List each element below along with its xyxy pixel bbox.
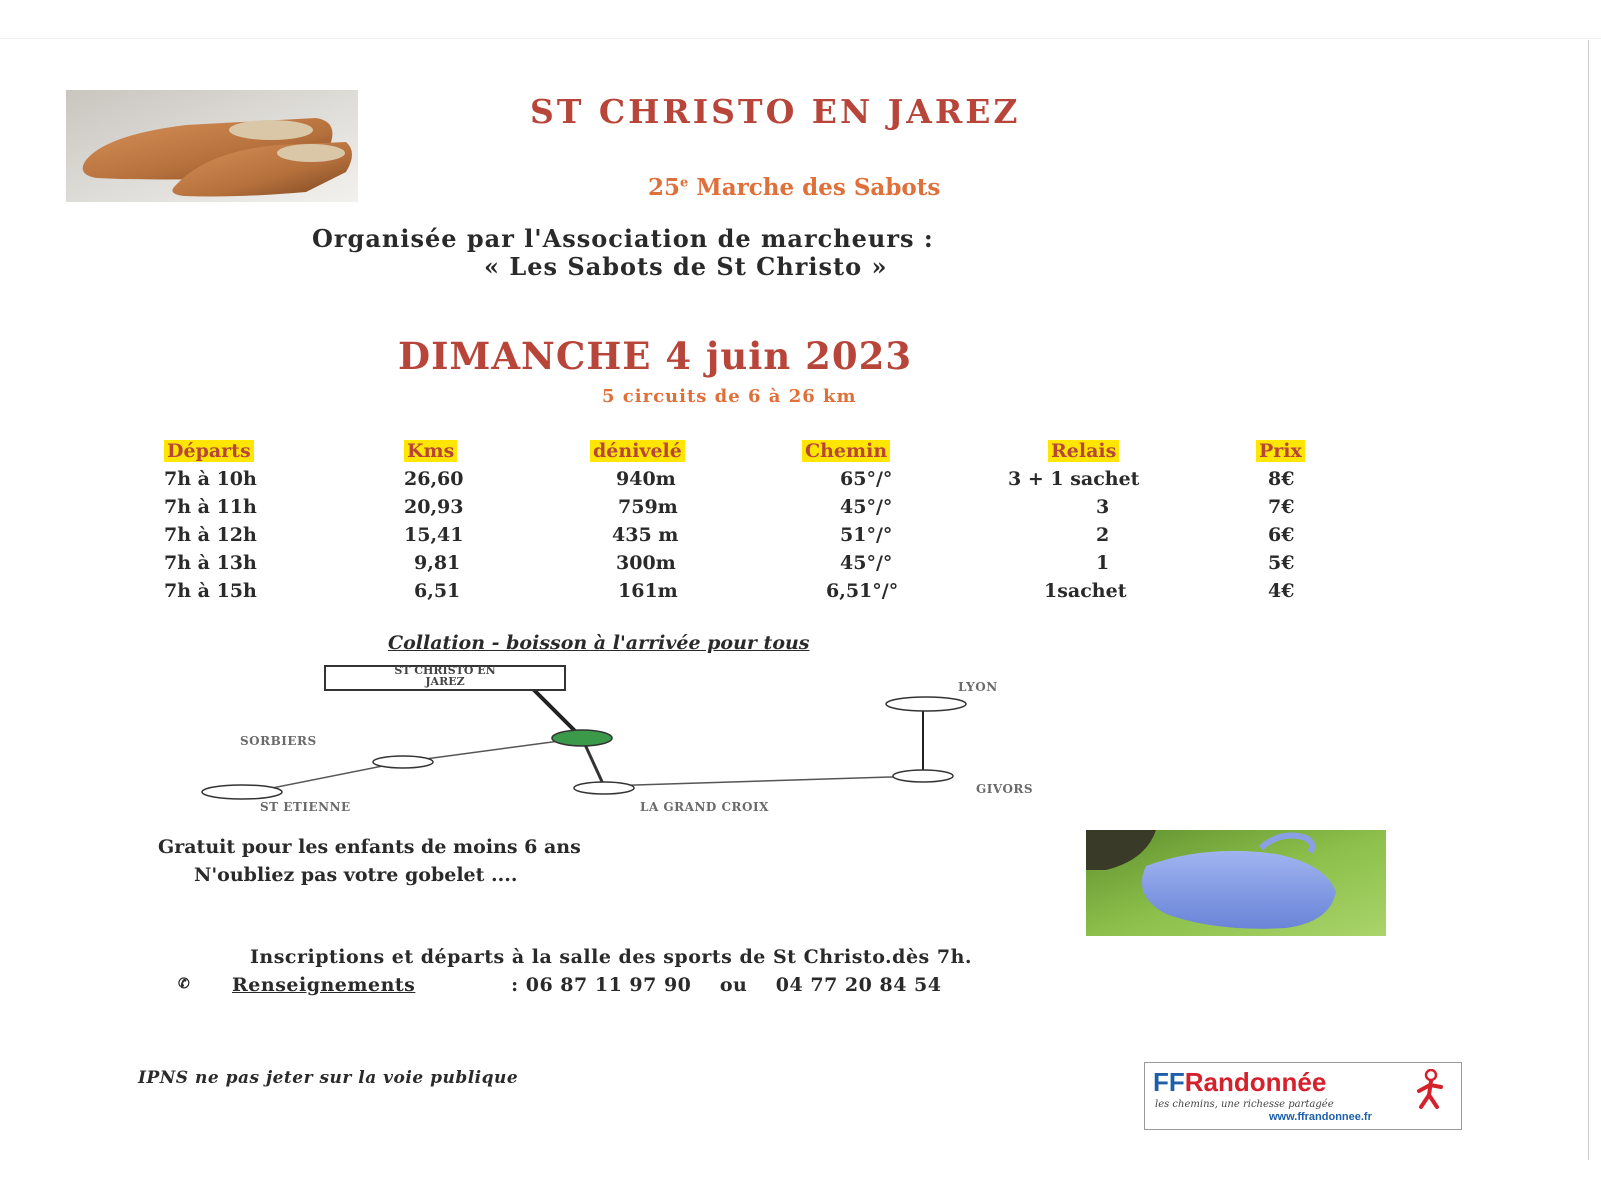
- cell-relais: 2: [1096, 524, 1110, 546]
- cell-denivele: 161m: [618, 580, 678, 602]
- clogs-image: [66, 90, 358, 202]
- organizer-line-1: Organisée par l'Association de marcheurs :: [312, 224, 934, 253]
- map-node-givors: [893, 770, 953, 782]
- map-node-sorbiers: [373, 756, 433, 768]
- map-label-lyon: LYON: [958, 680, 998, 694]
- cell-relais: 3: [1096, 496, 1110, 518]
- hiker-icon: [1407, 1069, 1451, 1113]
- cell-denivele: 300m: [616, 552, 676, 574]
- map-label-givors: GIVORS: [976, 782, 1034, 796]
- cell-kms: 20,93: [404, 496, 464, 518]
- collation-note: Collation - boisson à l'arrivée pour tous: [388, 632, 810, 654]
- circuits-summary: 5 circuits de 6 à 26 km: [602, 386, 857, 407]
- cell-kms: 6,51: [414, 580, 461, 602]
- map-start-label-2: JAREZ: [425, 675, 465, 688]
- phone-icon: ✆: [178, 976, 190, 992]
- cell-prix: 5€: [1268, 552, 1295, 574]
- table-header-departs: Départs: [164, 440, 254, 462]
- map-node-lyon: [886, 697, 966, 711]
- cell-denivele: 759m: [618, 496, 678, 518]
- cell-prix: 4€: [1268, 580, 1295, 602]
- map-node-grand-croix: [574, 782, 634, 794]
- logo-wordmark: [1153, 1067, 1326, 1098]
- cell-departs: 7h à 13h: [164, 552, 257, 574]
- cell-chemin: 45°/°: [840, 552, 893, 574]
- subtitle-text: Marche des Sabots: [688, 174, 941, 201]
- registration-info: Inscriptions et départs à la salle des sports de St Christo.dès 7h.: [250, 946, 972, 968]
- cell-relais: 1sachet: [1044, 580, 1127, 602]
- page-right-edge: [1588, 40, 1589, 1160]
- cell-denivele: 940m: [616, 468, 676, 490]
- map-label-st-etienne: ST ETIENNE: [260, 800, 351, 814]
- info-label: Renseignements: [232, 974, 416, 996]
- page-title: ST CHRISTO EN JAREZ: [530, 92, 1021, 131]
- map-link-givors: [604, 776, 923, 786]
- cell-relais: 1: [1096, 552, 1110, 574]
- cell-prix: 8€: [1268, 468, 1295, 490]
- cell-chemin: 65°/°: [840, 468, 893, 490]
- cell-departs: 7h à 12h: [164, 524, 257, 546]
- logo-ff: FF: [1153, 1067, 1185, 1097]
- cell-departs: 7h à 15h: [164, 580, 257, 602]
- map-node-st-christo: [552, 730, 612, 746]
- ipns-notice: IPNS ne pas jeter sur la voie publique: [138, 1068, 519, 1088]
- logo-tagline: les chemins, une richesse partagée: [1155, 1099, 1334, 1110]
- event-subtitle: [648, 174, 940, 201]
- logo-url: www.ffrandonnee.fr: [1269, 1111, 1372, 1123]
- map-node-st-etienne: [202, 785, 282, 799]
- map-label-sorbiers: SORBIERS: [240, 734, 317, 748]
- cup-reminder: N'oubliez pas votre gobelet ....: [194, 864, 518, 886]
- map-start-label-1: ST CHRISTO EN: [394, 664, 496, 677]
- cell-chemin: 6,51°/°: [826, 580, 899, 602]
- page-top-edge: [0, 38, 1601, 39]
- cell-chemin: 51°/°: [840, 524, 893, 546]
- table-header-relais: Relais: [1048, 440, 1119, 462]
- cell-kms: 26,60: [404, 468, 464, 490]
- free-children-note: Gratuit pour les enfants de moins 6 ans: [158, 836, 581, 858]
- cup-image: [1086, 830, 1386, 936]
- cell-departs: 7h à 11h: [164, 496, 257, 518]
- table-header-chemin: Chemin: [802, 440, 890, 462]
- cell-kms: 15,41: [404, 524, 464, 546]
- ffrandonnee-logo: [1144, 1062, 1462, 1130]
- cell-chemin: 45°/°: [840, 496, 893, 518]
- subtitle-number: 25: [648, 174, 681, 201]
- organizer-line-2: « Les Sabots de St Christo »: [484, 252, 888, 281]
- table-header-kms: Kms: [404, 440, 457, 462]
- map-label-grand-croix: LA GRAND CROIX: [640, 800, 769, 814]
- phone-numbers: : 06 87 11 97 90 ou 04 77 20 84 54: [504, 974, 942, 996]
- cell-relais: 3 + 1 sachet: [1008, 468, 1140, 490]
- logo-rando: Randonnée: [1184, 1067, 1327, 1097]
- cell-departs: 7h à 10h: [164, 468, 257, 490]
- event-date: DIMANCHE 4 juin 2023: [398, 334, 913, 378]
- cell-prix: 7€: [1268, 496, 1295, 518]
- map-start-box: [324, 665, 566, 691]
- cell-denivele: 435 m: [612, 524, 679, 546]
- cell-kms: 9,81: [414, 552, 461, 574]
- table-header-denivele: dénivelé: [590, 440, 685, 462]
- cell-prix: 6€: [1268, 524, 1295, 546]
- table-header-prix: Prix: [1256, 440, 1305, 462]
- subtitle-superscript: e: [680, 175, 689, 191]
